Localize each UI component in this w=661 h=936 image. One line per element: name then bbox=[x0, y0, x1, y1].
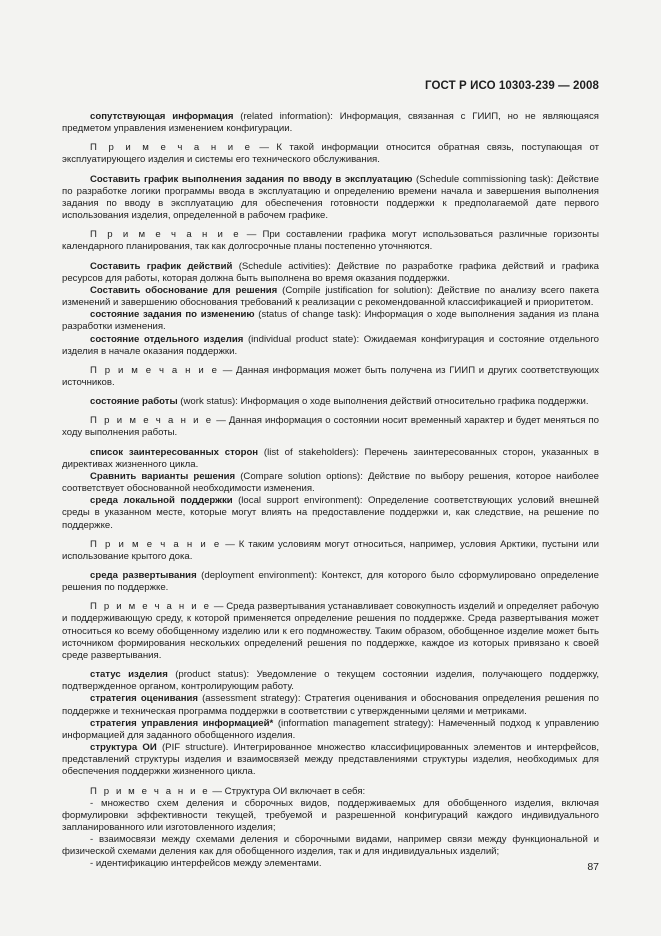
note-paragraph: П р и м е ч а н и е — Данная информация может быть получена из ГИИП и других соответствующих источников. bbox=[62, 364, 599, 388]
definition-schedule-activities: Составить график действий (Schedule activities): Действие по разработке графика действий и графика ресурсов для работы, которая должна быть выполнена во время оказания поддержки. bbox=[62, 260, 600, 284]
note-paragraph: П р и м е ч а н и е — К такой информации относится обратная связь, поступающая от эксплуатирующего изделия и системы его технического обслуживания. bbox=[62, 142, 599, 166]
note-paragraph: П р и м е ч а н и е — При составлении графика могут использоваться различные горизонты календарного планирования, так как долгосрочные планы постепенно уточняются. bbox=[62, 229, 599, 253]
list-item: - множество схем деления и сборочных видов, поддерживаемых для обобщенного изделия, включая формулировки эффективности текущей, требуемой и разрешенной конфигураций каждого индивидуального запланированного или изготовленного изделия; bbox=[62, 797, 599, 833]
document-body bbox=[62, 111, 599, 871]
list-item: - идентификацию интерфейсов между элементами. bbox=[90, 858, 322, 870]
definition-assessment-strategy: стратегия оценивания (assessment strategy): Стратегия оценивания и обоснования определения решения по поддержке и техническая программа поддержки в соответствии с утвержденными целями и метриками. bbox=[62, 693, 599, 717]
definition-compile-justification: Составить обоснование для решения (Compile justification for solution): Действие по анализу всего пакета изменений и завершению обоснования требований к реализации с рекомендованной классификацией и приоритетом. bbox=[62, 284, 599, 309]
definition-product-status: статус изделия (product status): Уведомление о текущем состоянии изделия, получающего поддержку, подтвержденное органом, контролирующим работу. bbox=[62, 669, 599, 693]
definition-deployment-environment: среда развертывания (deployment environment): Контекст, для которого было сформулировано определение решения по поддержке. bbox=[62, 570, 599, 594]
list-item: - взаимосвязи между схемами деления и сборочными видами, например связи между функциональной и физической схемами деления как для обобщенного изделия, так и для индивидуальных изделий; bbox=[62, 834, 599, 858]
definition-compare-solution-options: Сравнить варианты решения (Compare solution options): Действие по выбору решения, которое наиболее соответствует обоснованной необходимости изменения. bbox=[62, 470, 599, 495]
definition-information-management-strategy: стратегия управления информацией* (information management strategy): Намеченный подход к управлению информацией для заданного обобщенного изделия. bbox=[62, 717, 599, 741]
note-paragraph: П р и м е ч а н и е — Данная информация о состоянии носит временный характер и будет меняться по ходу выполнения работы. bbox=[62, 415, 599, 439]
definition-local-support-environment: среда локальной поддержки (local support environment): Определение соответствующих условий внешней среды в указанном месте, которые могут влиять на предоставление поддержки и, как следствие, на решение по поддержке. bbox=[62, 495, 599, 531]
definition-schedule-commissioning-task: Составить график выполнения задания по вводу в эксплуатацию (Schedule commissioning task): Действие по разработке логики программы ввода в эксплуатацию и определению времени начала и завершения выполнения задания по вводу в эксплуатацию для обеспечения готовности поддержки к предполагаемой дате первого использования изделия, определенной в рабочем графике. bbox=[62, 173, 600, 222]
note-paragraph: П р и м е ч а н и е — Среда развертывания устанавливает совокупность изделий и определяет рабочую и поддерживающую среду, к которой применяется определение решения по поддержке. Среда развертывания может относиться ко всему обобщенному изделию или к его подмножеству. Таким образом, обобщенное изделие может быть источником формирования нескольких определений решения по поддержке, каждое из которых привязано к своей среде развертывания. bbox=[62, 601, 599, 661]
note-paragraph: П р и м е ч а н и е — К таким условиям могут относиться, например, условия Арктики, пустыни или использование крытого дока. bbox=[62, 538, 599, 562]
note-paragraph: П р и м е ч а н и е — Структура ОИ включает в себя: bbox=[90, 785, 366, 797]
definition-status-of-change-task: состояние задания по изменению (status of change task): Информация о ходе выполнения задания из плана разработки изменения. bbox=[62, 309, 599, 333]
definition-work-status: состояние работы (work status): Информация о ходе выполнения действий относительно графика поддержки. bbox=[90, 396, 589, 408]
page-number: 87 bbox=[587, 861, 599, 873]
definition-list-of-stakeholders: список заинтересованных сторон (list of stakeholders): Перечень заинтересованных сторон, указанных в директивах жизненного цикла. bbox=[62, 446, 599, 470]
definition-related-information: сопутствующая информация (related information): Информация, связанная с ГИИП, но не являющаяся предметом управления изменением конфигурации. bbox=[62, 111, 599, 135]
definition-individual-product-state: состояние отдельного изделия (individual product state): Ожидаемая конфигурация и состояние отдельного изделия в начале оказания поддержки. bbox=[62, 333, 599, 357]
standard-header: ГОСТ Р ИСО 10303-239 — 2008 bbox=[424, 80, 599, 92]
definition-pif-structure: структура ОИ (PIF structure). Интегрированное множество классифицированных элементов и интерфейсов, представлений структуры изделия и взаимосвязей между представлениями структуры изделия, необходимых для обеспечения поддержки жизненного цикла. bbox=[62, 742, 599, 778]
